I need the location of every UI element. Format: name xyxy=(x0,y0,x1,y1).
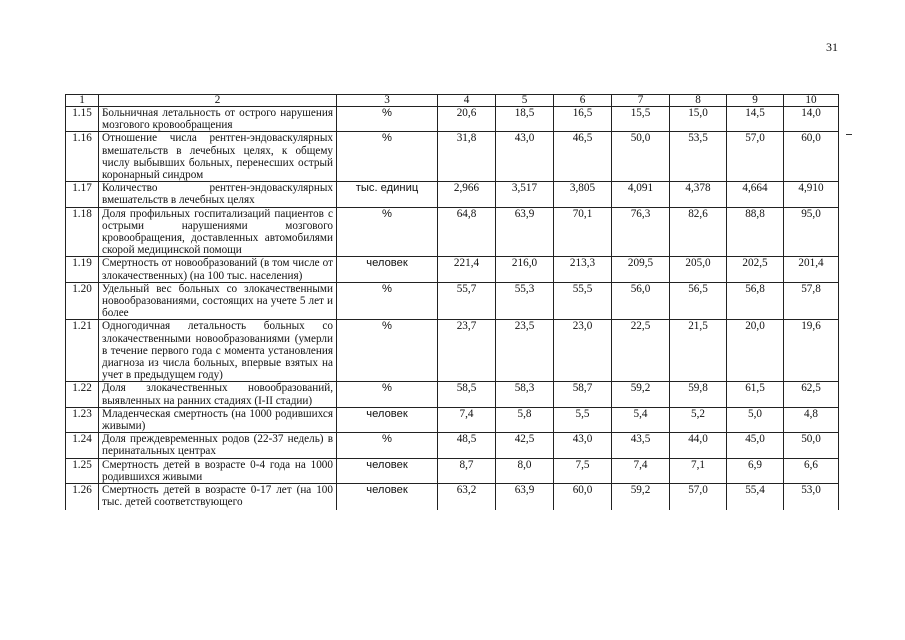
indicator-value: 4,091 xyxy=(612,182,670,207)
indicator-value: 20,6 xyxy=(438,107,496,132)
indicator-value: 44,0 xyxy=(670,433,727,458)
unit-of-measure: % xyxy=(337,433,438,458)
indicator-value: 7,4 xyxy=(438,407,496,432)
indicator-value: 5,0 xyxy=(727,407,784,432)
row-number: 1.21 xyxy=(66,320,99,382)
col-header: 10 xyxy=(784,95,839,107)
row-number: 1.17 xyxy=(66,182,99,207)
indicator-name: Доля профильных госпитализаций пациентов с острыми нарушениями мозгового кровообращения, доставленных автомобилями скорой медицинской помощи xyxy=(99,207,337,257)
indicator-value: 213,3 xyxy=(554,257,612,282)
indicator-value: 4,664 xyxy=(727,182,784,207)
indicator-value: 4,378 xyxy=(670,182,727,207)
indicator-value: 60,0 xyxy=(784,132,839,182)
indicator-value: 202,5 xyxy=(727,257,784,282)
row-number: 1.24 xyxy=(66,433,99,458)
indicator-value: 48,5 xyxy=(438,433,496,458)
indicator-value: 20,0 xyxy=(727,320,784,382)
indicator-value: 53,0 xyxy=(784,484,839,511)
table-row xyxy=(66,320,839,382)
indicator-value: 64,8 xyxy=(438,207,496,257)
row-number: 1.23 xyxy=(66,407,99,432)
indicator-value: 62,5 xyxy=(784,382,839,407)
table-row xyxy=(66,207,839,257)
unit-of-measure: % xyxy=(337,320,438,382)
table-row xyxy=(66,107,839,132)
indicator-name: Смертность детей в возрасте 0-17 лет (на 100 тыс. детей соответствующего xyxy=(99,484,337,511)
indicator-value: 6,9 xyxy=(727,458,784,483)
col-header: 9 xyxy=(727,95,784,107)
unit-of-measure: человек xyxy=(337,257,438,282)
indicator-value: 57,0 xyxy=(670,484,727,511)
indicator-value: 209,5 xyxy=(612,257,670,282)
indicator-value: 3,517 xyxy=(496,182,554,207)
row-number: 1.15 xyxy=(66,107,99,132)
indicator-value: 46,5 xyxy=(554,132,612,182)
unit-of-measure: % xyxy=(337,282,438,320)
indicator-value: 58,3 xyxy=(496,382,554,407)
indicator-name: Удельный вес больных со злокачественными новообразованиями, состоящих на учете 5 лет и более xyxy=(99,282,337,320)
indicator-value: 59,2 xyxy=(612,382,670,407)
page-number: 31 xyxy=(826,40,838,54)
indicator-value: 56,0 xyxy=(612,282,670,320)
col-header: 4 xyxy=(438,95,496,107)
indicator-value: 61,5 xyxy=(727,382,784,407)
indicator-value: 63,2 xyxy=(438,484,496,511)
table-body xyxy=(66,107,839,511)
indicator-name: Смертность детей в возрасте 0-4 года на 1000 родившихся живыми xyxy=(99,458,337,483)
indicator-value: 23,5 xyxy=(496,320,554,382)
indicator-value: 42,5 xyxy=(496,433,554,458)
indicator-value: 55,4 xyxy=(727,484,784,511)
table-row xyxy=(66,458,839,483)
row-number: 1.18 xyxy=(66,207,99,257)
indicator-value: 4,8 xyxy=(784,407,839,432)
indicator-name: Одногодичная летальность больных со злокачественными новообразованиями (умерли в течение первого года с момента установления диагноза из числа больных, впервые взятых на учет в предыдущем году) xyxy=(99,320,337,382)
indicator-value: 16,5 xyxy=(554,107,612,132)
col-header: 8 xyxy=(670,95,727,107)
unit-of-measure: % xyxy=(337,207,438,257)
indicator-value: 8,7 xyxy=(438,458,496,483)
unit-of-measure: % xyxy=(337,382,438,407)
indicator-value: 70,1 xyxy=(554,207,612,257)
indicator-value: 43,0 xyxy=(496,132,554,182)
indicator-value: 58,7 xyxy=(554,382,612,407)
indicator-value: 15,5 xyxy=(612,107,670,132)
indicator-value: 21,5 xyxy=(670,320,727,382)
row-number: 1.25 xyxy=(66,458,99,483)
indicator-value: 31,8 xyxy=(438,132,496,182)
indicator-value: 63,9 xyxy=(496,207,554,257)
indicator-value: 14,5 xyxy=(727,107,784,132)
indicator-value: 43,5 xyxy=(612,433,670,458)
table-row xyxy=(66,433,839,458)
indicator-name: Отношение числа рентген-эндоваскулярных вмешательств в лечебных целях, к общему числу выбывших больных, перенесших острый коронарный синдром xyxy=(99,132,337,182)
table-row xyxy=(66,407,839,432)
table-row xyxy=(66,182,839,207)
indicator-value: 5,8 xyxy=(496,407,554,432)
indicator-value: 76,3 xyxy=(612,207,670,257)
unit-of-measure: % xyxy=(337,132,438,182)
col-header: 7 xyxy=(612,95,670,107)
row-number: 1.26 xyxy=(66,484,99,511)
indicator-value: 23,0 xyxy=(554,320,612,382)
indicator-value: 7,4 xyxy=(612,458,670,483)
indicator-value: 55,7 xyxy=(438,282,496,320)
indicator-value: 3,805 xyxy=(554,182,612,207)
indicator-value: 22,5 xyxy=(612,320,670,382)
indicators-table xyxy=(65,94,839,510)
indicator-name: Смертность от новообразований (в том числе от злокачественных) (на 100 тыс. населения) xyxy=(99,257,337,282)
indicator-value: 55,3 xyxy=(496,282,554,320)
indicator-value: 221,4 xyxy=(438,257,496,282)
indicator-value: 4,910 xyxy=(784,182,839,207)
row-number: 1.16 xyxy=(66,132,99,182)
indicator-value: 216,0 xyxy=(496,257,554,282)
indicator-value: 57,0 xyxy=(727,132,784,182)
indicator-name: Младенческая смертность (на 1000 родившихся живыми) xyxy=(99,407,337,432)
indicator-value: 201,4 xyxy=(784,257,839,282)
indicator-value: 5,5 xyxy=(554,407,612,432)
indicator-value: 8,0 xyxy=(496,458,554,483)
indicator-value: 45,0 xyxy=(727,433,784,458)
indicator-value: 60,0 xyxy=(554,484,612,511)
indicator-value: 5,2 xyxy=(670,407,727,432)
indicator-value: 6,6 xyxy=(784,458,839,483)
indicator-value: 88,8 xyxy=(727,207,784,257)
indicator-value: 2,966 xyxy=(438,182,496,207)
indicator-value: 59,8 xyxy=(670,382,727,407)
row-number: 1.19 xyxy=(66,257,99,282)
indicator-name: Доля преждевременных родов (22-37 недель) в перинатальных центрах xyxy=(99,433,337,458)
indicator-value: 50,0 xyxy=(612,132,670,182)
table-row xyxy=(66,382,839,407)
table-row xyxy=(66,282,839,320)
indicator-value: 59,2 xyxy=(612,484,670,511)
indicator-name: Доля злокачественных новообразований, выявленных на ранних стадиях (I-II стадии) xyxy=(99,382,337,407)
table-row xyxy=(66,132,839,182)
indicator-value: 205,0 xyxy=(670,257,727,282)
margin-mark xyxy=(846,134,852,135)
table-row xyxy=(66,484,839,511)
indicator-name: Количество рентген-эндоваскулярных вмешательств в лечебных целях xyxy=(99,182,337,207)
row-number: 1.22 xyxy=(66,382,99,407)
col-header: 6 xyxy=(554,95,612,107)
row-number: 1.20 xyxy=(66,282,99,320)
indicator-value: 5,4 xyxy=(612,407,670,432)
indicator-value: 19,6 xyxy=(784,320,839,382)
col-header: 3 xyxy=(337,95,438,107)
indicator-value: 50,0 xyxy=(784,433,839,458)
indicator-value: 53,5 xyxy=(670,132,727,182)
unit-of-measure: человек xyxy=(337,458,438,483)
indicator-value: 7,1 xyxy=(670,458,727,483)
indicator-value: 95,0 xyxy=(784,207,839,257)
indicator-value: 43,0 xyxy=(554,433,612,458)
unit-of-measure: человек xyxy=(337,407,438,432)
indicator-value: 55,5 xyxy=(554,282,612,320)
indicator-value: 14,0 xyxy=(784,107,839,132)
col-header: 1 xyxy=(66,95,99,107)
indicator-value: 57,8 xyxy=(784,282,839,320)
indicator-value: 7,5 xyxy=(554,458,612,483)
header-row xyxy=(66,95,839,107)
indicator-value: 82,6 xyxy=(670,207,727,257)
table-row xyxy=(66,257,839,282)
indicator-value: 18,5 xyxy=(496,107,554,132)
indicator-value: 56,8 xyxy=(727,282,784,320)
indicator-name: Больничная летальность от острого нарушения мозгового кровообращения xyxy=(99,107,337,132)
unit-of-measure: человек xyxy=(337,484,438,511)
indicator-value: 15,0 xyxy=(670,107,727,132)
indicator-value: 56,5 xyxy=(670,282,727,320)
unit-of-measure: % xyxy=(337,107,438,132)
indicator-value: 58,5 xyxy=(438,382,496,407)
indicator-value: 23,7 xyxy=(438,320,496,382)
unit-of-measure: тыс. единиц xyxy=(337,182,438,207)
col-header: 5 xyxy=(496,95,554,107)
col-header: 2 xyxy=(99,95,337,107)
indicator-value: 63,9 xyxy=(496,484,554,511)
